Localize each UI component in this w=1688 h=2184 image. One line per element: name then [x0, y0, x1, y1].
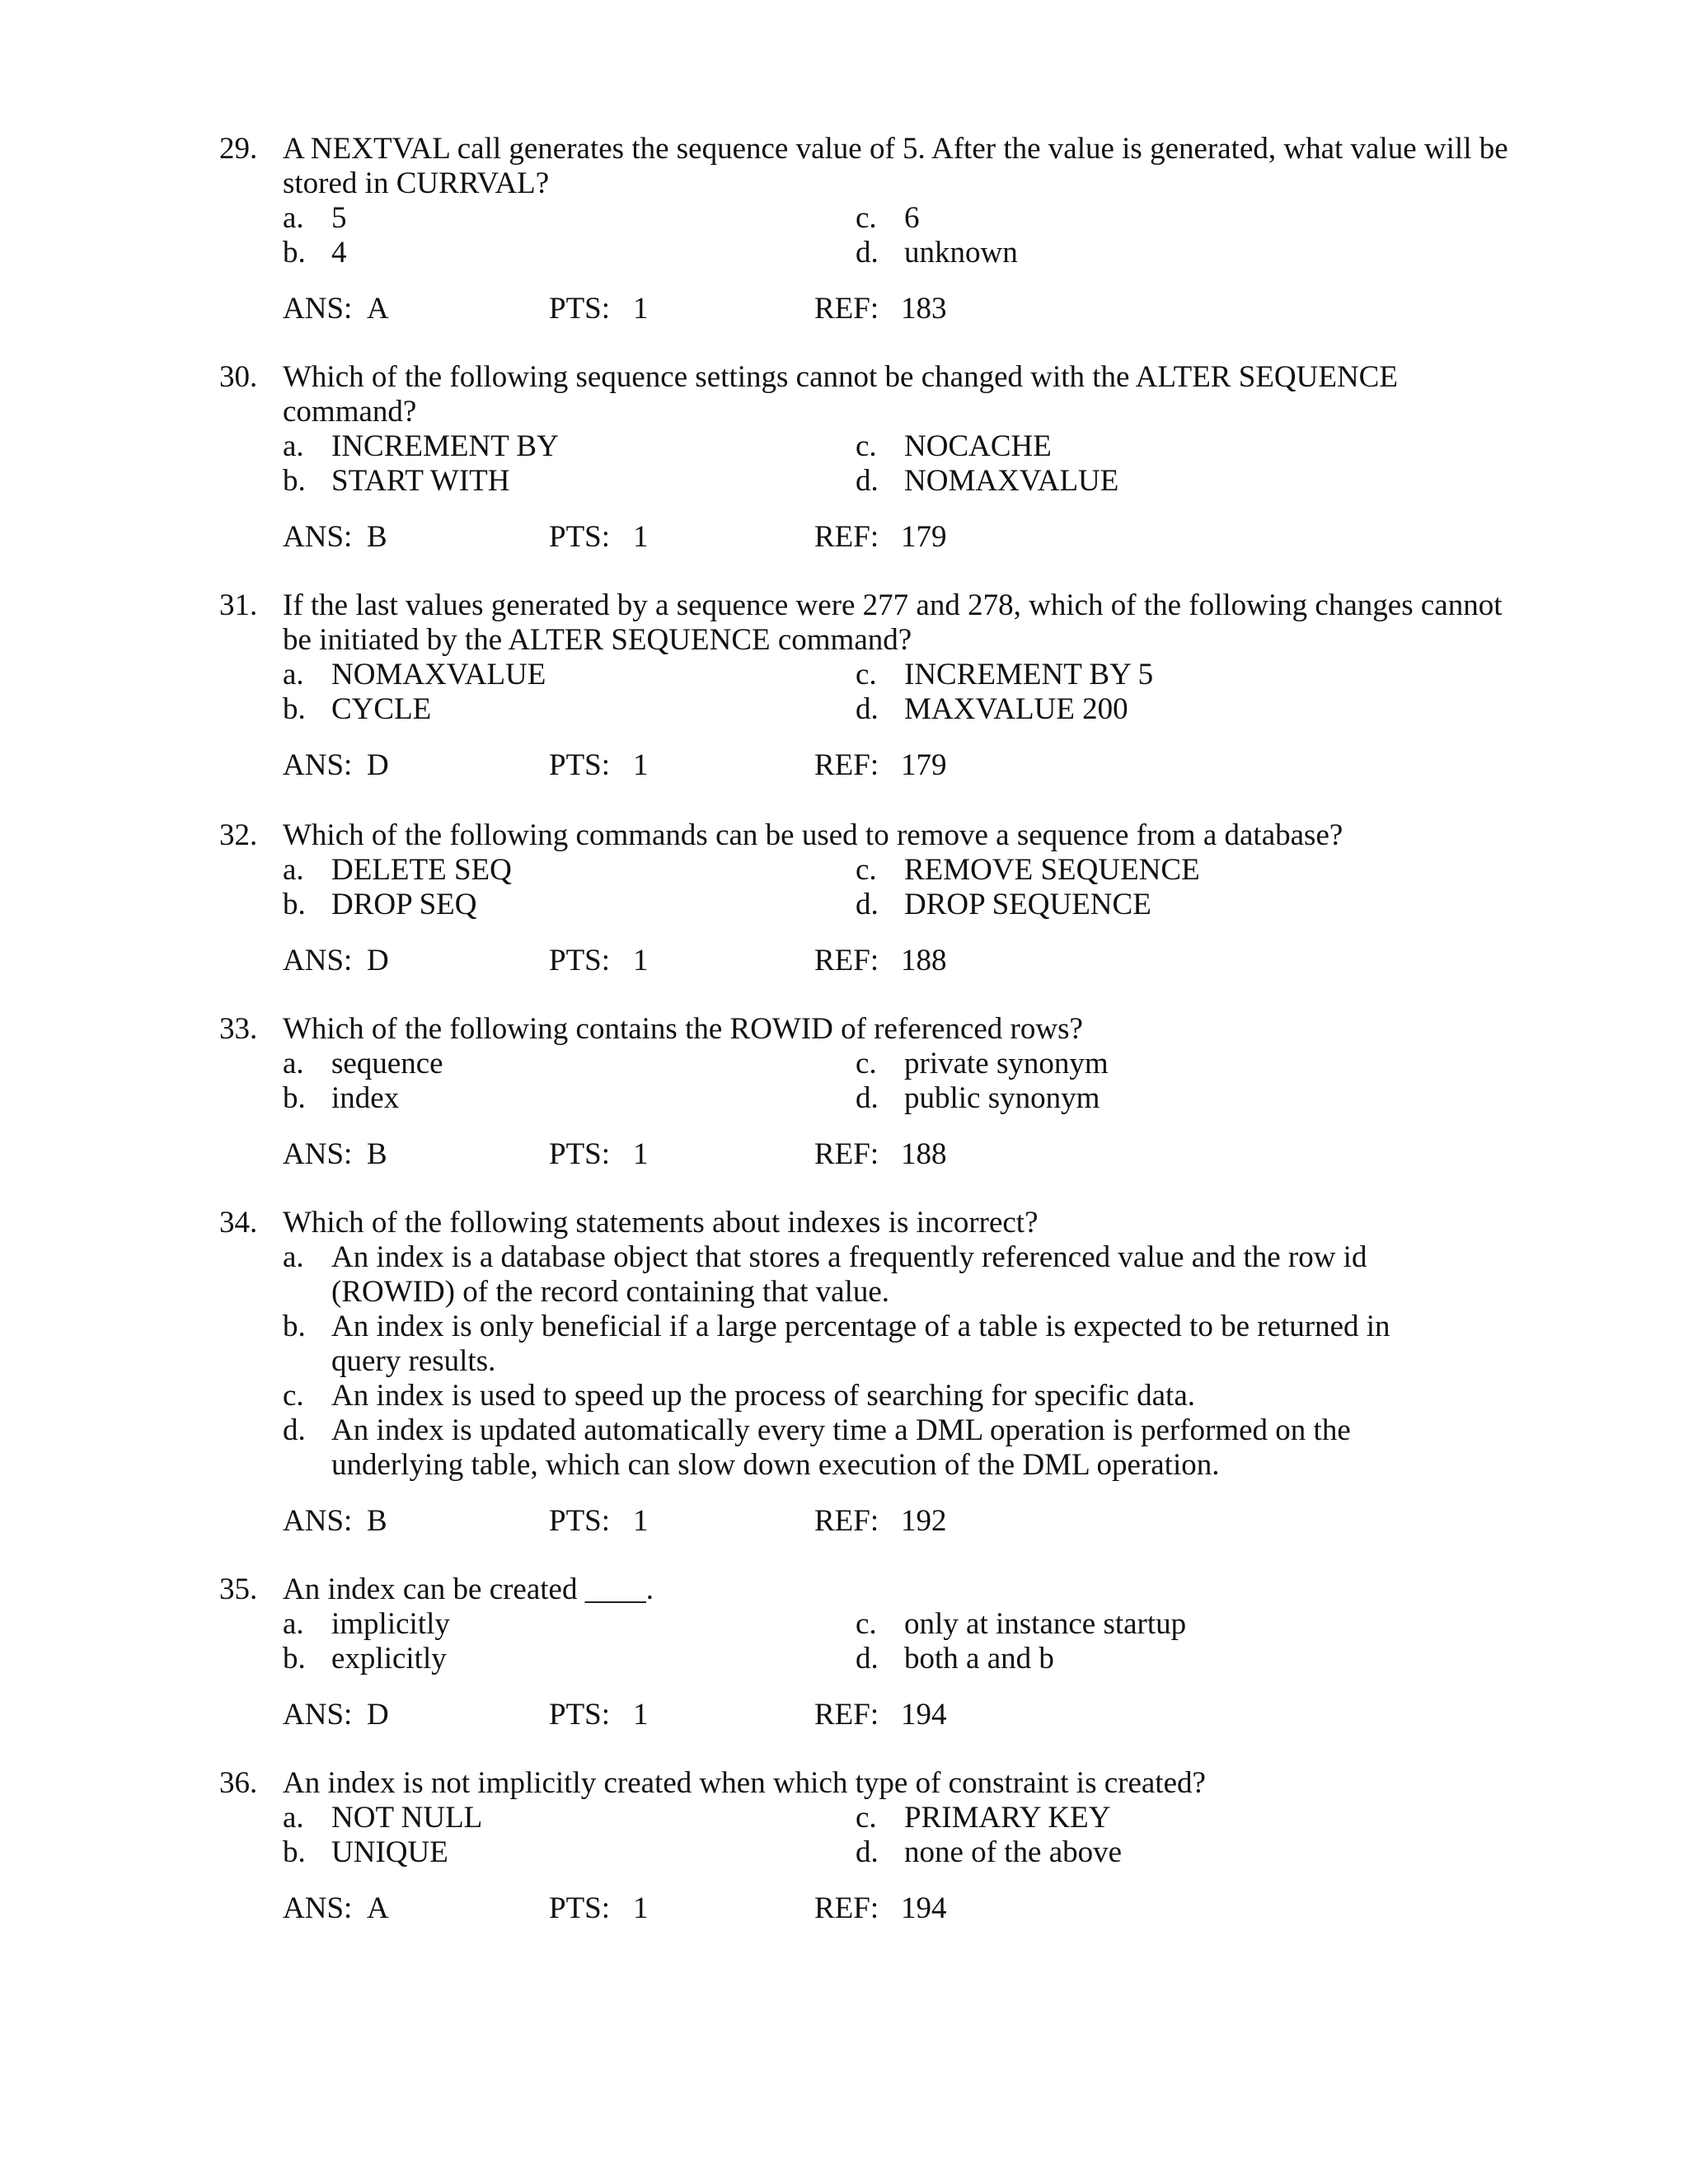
ans-label: ANS: [283, 944, 353, 977]
option-letter: b. [283, 1642, 306, 1675]
option-text: only at instance startup [904, 1607, 1187, 1641]
pts-value: 1 [633, 1698, 649, 1732]
pts-label: PTS: [549, 1137, 611, 1171]
option-text: NOMAXVALUE [331, 658, 546, 691]
question-stem: Which of the following commands can be used to remove a sequence from a database? [283, 818, 1343, 852]
pts-value: 1 [633, 748, 649, 782]
ans-value: B [367, 520, 387, 554]
pts-value: 1 [633, 944, 649, 977]
ref-value: 194 [901, 1891, 947, 1925]
pts-value: 1 [633, 1504, 649, 1538]
option-text: both a and b [904, 1642, 1054, 1675]
pts-label: PTS: [549, 520, 611, 554]
ans-label: ANS: [283, 748, 353, 782]
option-letter: b. [283, 1081, 306, 1115]
pts-label: PTS: [549, 1891, 611, 1925]
option-text: CYCLE [331, 692, 432, 726]
option-text: PRIMARY KEY [904, 1801, 1111, 1835]
option-text: private synonym [904, 1047, 1109, 1080]
pts-value: 1 [633, 1137, 649, 1171]
option-letter: d. [856, 888, 879, 921]
question-number: 32. [219, 818, 258, 852]
pts-value: 1 [633, 520, 649, 554]
ans-label: ANS: [283, 1137, 353, 1171]
question-stem: An index is not implicitly created when which type of constraint is created? [283, 1766, 1206, 1800]
pts-label: PTS: [549, 1698, 611, 1732]
ans-value: A [367, 292, 389, 326]
ans-label: ANS: [283, 292, 353, 326]
option-letter: b. [283, 1835, 306, 1869]
option-letter: a. [283, 201, 304, 235]
option-text: index [331, 1081, 400, 1115]
ans-value: D [367, 944, 389, 977]
option-letter: c. [856, 429, 877, 463]
question-number: 34. [219, 1206, 258, 1240]
ref-label: REF: [814, 292, 879, 326]
option-letter: b. [283, 236, 306, 269]
option-letter: c. [856, 1801, 877, 1835]
pts-value: 1 [633, 1891, 649, 1925]
option-letter: c. [856, 1607, 877, 1641]
option-text: explicitly [331, 1642, 447, 1675]
ans-value: B [367, 1504, 387, 1538]
option-text: DROP SEQUENCE [904, 888, 1151, 921]
option-text: public synonym [904, 1081, 1100, 1115]
ans-value: B [367, 1137, 387, 1171]
option-letter: a. [283, 853, 304, 887]
ref-label: REF: [814, 520, 879, 554]
option-text: none of the above [904, 1835, 1123, 1869]
pts-label: PTS: [549, 944, 611, 977]
option-letter: a. [283, 1047, 304, 1080]
pts-label: PTS: [549, 292, 611, 326]
ref-value: 194 [901, 1698, 947, 1732]
option-text: 6 [904, 201, 920, 235]
pts-value: 1 [633, 292, 649, 326]
question-stem: Which of the following statements about indexes is incorrect? [283, 1206, 1039, 1240]
option-text: unknown [904, 236, 1018, 269]
option-text: NOMAXVALUE [904, 464, 1119, 498]
question-stem: If the last values generated by a sequence were 277 and 278, which of the following changes cannot be initiated by the ALTER SEQUENCE command? [283, 588, 1503, 657]
question-number: 33. [219, 1012, 258, 1046]
question-number: 36. [219, 1766, 258, 1800]
option-letter: a. [283, 1607, 304, 1641]
ans-label: ANS: [283, 1698, 353, 1732]
option-text: START WITH [331, 464, 510, 498]
ans-value: A [367, 1891, 389, 1925]
option-text: implicitly [331, 1607, 450, 1641]
option-text: NOT NULL [331, 1801, 483, 1835]
option-letter: c. [856, 853, 877, 887]
pts-label: PTS: [549, 748, 611, 782]
option-text: NOCACHE [904, 429, 1052, 463]
option-text: REMOVE SEQUENCE [904, 853, 1200, 887]
option-text: DROP SEQ [331, 888, 477, 921]
question-stem: An index can be created ____. [283, 1572, 654, 1606]
option-text: 4 [331, 236, 347, 269]
option-letter: d. [283, 1413, 306, 1447]
question-number: 29. [219, 132, 258, 166]
option-text: An index is a database object that stores a frequently referenced value and the row id (ROWID) of the record containing that value. [331, 1240, 1367, 1309]
ref-value: 179 [901, 520, 947, 554]
ans-label: ANS: [283, 1504, 353, 1538]
question-number: 31. [219, 588, 258, 622]
ref-value: 179 [901, 748, 947, 782]
question-number: 35. [219, 1572, 258, 1606]
option-letter: a. [283, 1801, 304, 1835]
option-text: 5 [331, 201, 347, 235]
option-text: INCREMENT BY 5 [904, 658, 1154, 691]
option-letter: c. [856, 658, 877, 691]
ref-label: REF: [814, 1504, 879, 1538]
option-letter: b. [283, 464, 306, 498]
ref-label: REF: [814, 748, 879, 782]
option-letter: a. [283, 429, 304, 463]
option-text: UNIQUE [331, 1835, 448, 1869]
ans-label: ANS: [283, 1891, 353, 1925]
question-stem: Which of the following contains the ROWID of referenced rows? [283, 1012, 1083, 1046]
ans-value: D [367, 1698, 389, 1732]
ref-label: REF: [814, 1137, 879, 1171]
option-letter: d. [856, 1835, 879, 1869]
option-text: An index is updated automatically every time a DML operation is performed on the underlying table, which can slow down execution of the DML operation. [331, 1413, 1351, 1482]
option-text: MAXVALUE 200 [904, 692, 1128, 726]
pts-label: PTS: [549, 1504, 611, 1538]
ref-value: 188 [901, 944, 947, 977]
option-letter: d. [856, 1081, 879, 1115]
ref-label: REF: [814, 1891, 879, 1925]
ref-label: REF: [814, 944, 879, 977]
ans-label: ANS: [283, 520, 353, 554]
option-letter: d. [856, 236, 879, 269]
option-letter: c. [856, 1047, 877, 1080]
option-letter: d. [856, 1642, 879, 1675]
question-stem: A NEXTVAL call generates the sequence value of 5. After the value is generated, what value will be stored in CURRVAL? [283, 132, 1508, 200]
ans-value: D [367, 748, 389, 782]
option-letter: b. [283, 692, 306, 726]
option-text: INCREMENT BY [331, 429, 559, 463]
question-stem: Which of the following sequence settings cannot be changed with the ALTER SEQUENCE command? [283, 360, 1398, 429]
option-letter: d. [856, 464, 879, 498]
ref-value: 192 [901, 1504, 947, 1538]
option-text: sequence [331, 1047, 443, 1080]
option-letter: a. [283, 658, 304, 691]
ref-value: 188 [901, 1137, 947, 1171]
ref-label: REF: [814, 1698, 879, 1732]
option-letter: a. [283, 1240, 304, 1274]
option-letter: b. [283, 888, 306, 921]
option-letter: d. [856, 692, 879, 726]
option-text: DELETE SEQ [331, 853, 512, 887]
ref-value: 183 [901, 292, 947, 326]
question-number: 30. [219, 360, 258, 394]
option-text: An index is used to speed up the process of searching for specific data. [331, 1379, 1196, 1413]
option-text: An index is only beneficial if a large percentage of a table is expected to be returned in query results. [331, 1310, 1390, 1378]
option-letter: b. [283, 1310, 306, 1343]
option-letter: c. [283, 1379, 304, 1413]
option-letter: c. [856, 201, 877, 235]
